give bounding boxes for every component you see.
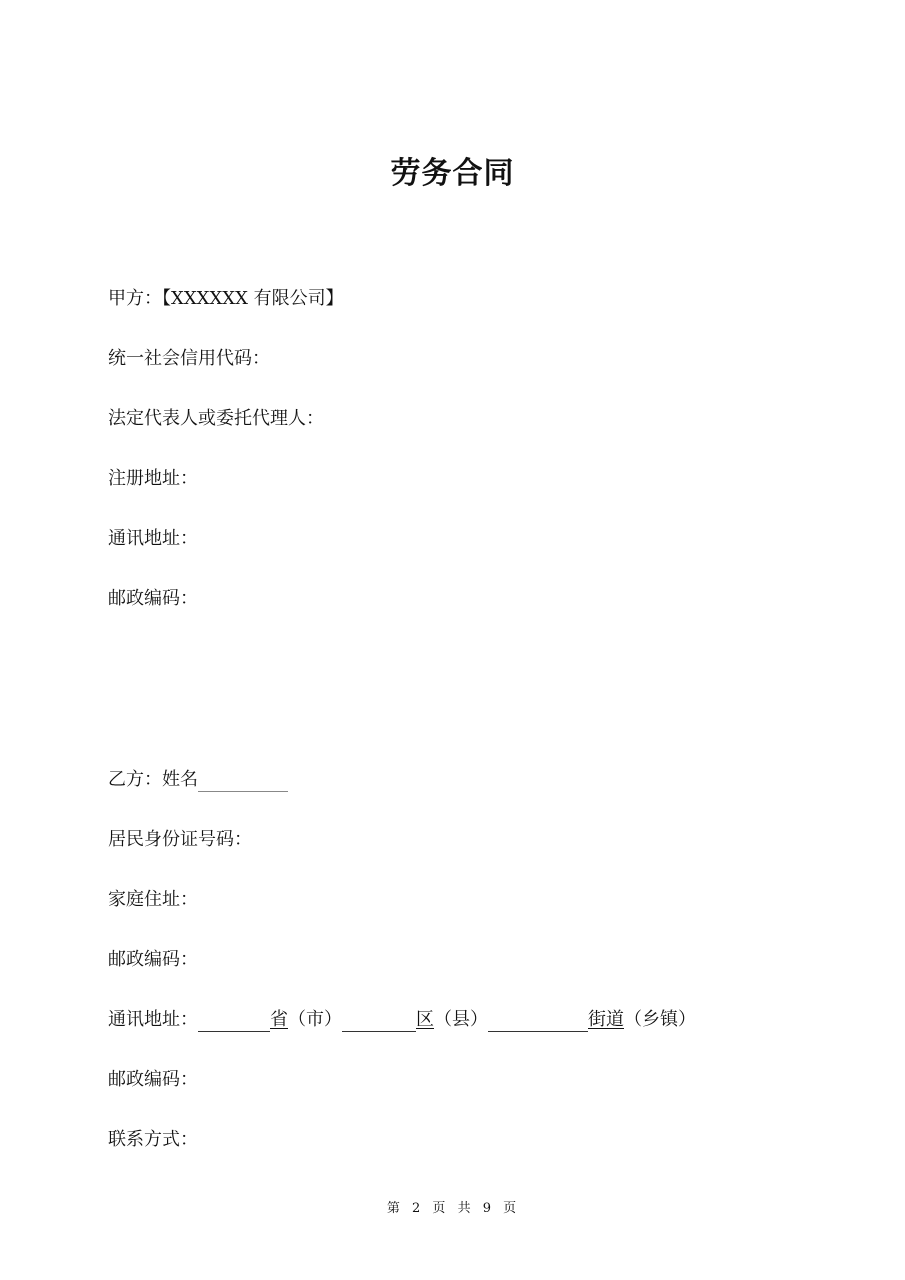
party-b-mailing-address-label: 通讯地址： xyxy=(108,1009,198,1030)
party-b-postal-code-2: 邮政编码： xyxy=(108,1069,198,1090)
street-blank[interactable] xyxy=(488,1011,588,1032)
party-a-line xyxy=(108,287,344,311)
party-b-contact: 联系方式： xyxy=(108,1129,198,1150)
party-b-id-number: 居民身份证号码： xyxy=(108,829,252,850)
district-blank[interactable] xyxy=(342,1011,416,1032)
party-a-label: 甲方： xyxy=(108,288,162,309)
party-a-registered-address: 注册地址： xyxy=(108,468,198,489)
footer-total-pages: 9 xyxy=(482,1201,493,1216)
footer-page-word: 页 xyxy=(432,1201,448,1216)
party-b-label: 乙方： xyxy=(108,769,162,790)
name-blank[interactable] xyxy=(198,771,288,792)
footer-prefix: 第 xyxy=(386,1201,402,1216)
party-b-line xyxy=(108,768,288,792)
party-a-credit-code: 统一社会信用代码： xyxy=(108,348,270,369)
town-label: （乡镇） xyxy=(624,1009,696,1030)
party-b-mailing-address-line xyxy=(108,1008,696,1032)
party-b-postal-code: 邮政编码： xyxy=(108,949,198,970)
party-a-company: 【XXXXXX 有限公司】 xyxy=(162,288,344,309)
footer-page-word-2: 页 xyxy=(503,1201,519,1216)
party-a-postal-code: 邮政编码： xyxy=(108,588,198,609)
party-b-name-label: 姓名 xyxy=(162,769,198,790)
document-title: 劳务合同 xyxy=(390,156,515,191)
party-a-representative: 法定代表人或委托代理人： xyxy=(108,408,324,429)
city-label: （市） xyxy=(288,1009,342,1030)
county-label: （县） xyxy=(434,1009,488,1030)
page-footer xyxy=(0,1197,905,1216)
street-label: 街道 xyxy=(588,1009,624,1030)
footer-current-page: 2 xyxy=(411,1201,423,1216)
district-label: 区 xyxy=(416,1009,434,1030)
province-label: 省 xyxy=(270,1009,288,1030)
province-blank[interactable] xyxy=(198,1011,270,1032)
party-a-mailing-address: 通讯地址： xyxy=(108,528,198,549)
party-b-home-address: 家庭住址： xyxy=(108,889,198,910)
footer-total-prefix: 共 xyxy=(457,1201,473,1216)
